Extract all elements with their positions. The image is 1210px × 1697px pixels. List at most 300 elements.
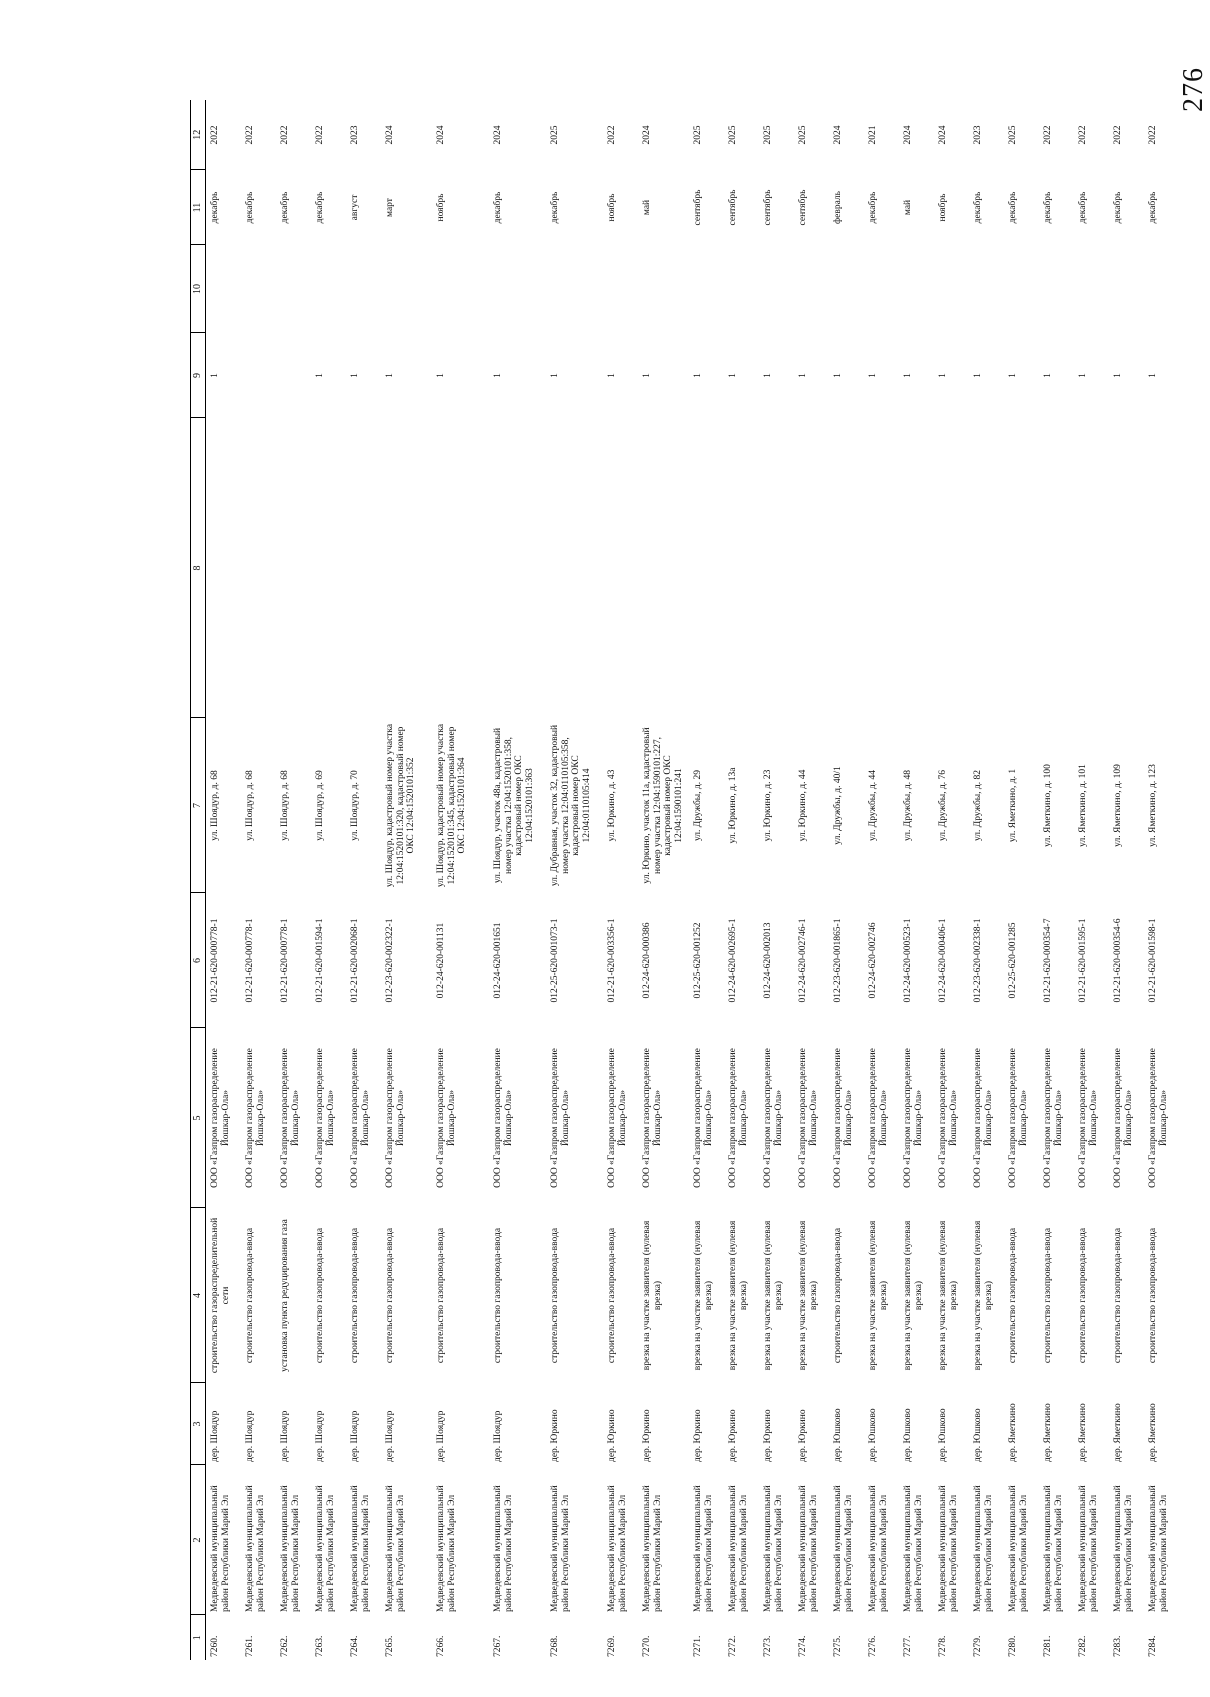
col8-cell — [969, 418, 1004, 718]
quantity-cell: 1 — [903, 373, 913, 378]
col-header-9: 9 — [191, 333, 206, 418]
col8-cell — [638, 418, 689, 718]
row-number: 7276. — [868, 1635, 878, 1657]
quantity-cell: 1 — [315, 373, 325, 378]
table-row — [489, 100, 546, 1660]
col8-cell — [276, 418, 311, 718]
year-cell: 2023 — [350, 125, 360, 145]
organization-cell: ООО «Газпром газораспределение Йошкар-Ола» — [315, 1048, 336, 1188]
col-header-3: 3 — [191, 1383, 206, 1465]
table-row — [794, 100, 829, 1660]
address-cell: ул. Шоядур, кадастровый номер участка 12:04:1520101:320, кадастровый номер ОКС 12:04:1520101:352 — [385, 723, 417, 888]
col8-cell — [1039, 418, 1074, 718]
organization-cell: ООО «Газпром газораспределение Йошкар-Ола» — [607, 1048, 628, 1188]
month-cell: декабрь — [1008, 191, 1018, 224]
registration-code-cell: 012-24-620-001131 — [436, 922, 446, 999]
district-cell: Медведевский муниципальный район Республики Марий Эл — [550, 1485, 571, 1612]
month-cell: ноябрь — [607, 193, 617, 222]
month-cell: ноябрь — [938, 193, 948, 222]
table-row — [206, 100, 242, 1660]
col-header-6: 6 — [191, 893, 206, 1028]
col10-cell — [759, 245, 794, 333]
table-row — [546, 100, 603, 1660]
col10-cell — [1144, 245, 1179, 333]
table-row — [1144, 100, 1179, 1660]
month-cell: март — [385, 198, 395, 217]
address-cell: ул. Шоядур, д. 68 — [280, 770, 290, 841]
col-header-10: 10 — [191, 245, 206, 333]
quantity-cell: 1 — [1078, 373, 1088, 378]
year-cell: 2022 — [315, 125, 325, 145]
row-number: 7273. — [763, 1635, 773, 1657]
row-number: 7284. — [1148, 1635, 1158, 1657]
year-cell: 2025 — [728, 125, 738, 145]
col10-cell — [1109, 245, 1144, 333]
month-cell: декабрь — [245, 191, 255, 224]
col-header-1: 1 — [191, 1615, 206, 1660]
col10-cell — [969, 245, 1004, 333]
address-cell: ул. Яметкино, д. 101 — [1078, 764, 1088, 847]
address-cell: ул. Шоядур, участок 48а, кадастровый номер участка 12:04:1520101:358, кадастровый номер ОКС 12:04:1520101:363 — [493, 727, 535, 884]
col8-cell — [346, 418, 381, 718]
row-number: 7269. — [607, 1635, 617, 1657]
address-cell: ул. Дружбы, д. 44 — [868, 769, 878, 842]
address-cell: ул. Шоядур, д. 68 — [210, 770, 220, 841]
month-cell: декабрь — [315, 191, 325, 224]
row-number: 7274. — [798, 1635, 808, 1657]
address-cell: ул. Юркино, участок 11а, кадастровый номер участка 12:04:1590101:227, кадастровый номер ОКС 12:04:1590101:241 — [642, 727, 684, 884]
settlement-cell: дер. Юркино — [607, 1409, 617, 1462]
month-cell: сентябрь — [728, 189, 738, 226]
quantity-cell — [241, 333, 276, 418]
work-type-cell: строительство газопровода-ввода — [1008, 1227, 1018, 1364]
settlement-cell: дер. Шоядур — [436, 1410, 446, 1462]
year-cell: 2024 — [436, 125, 446, 145]
col8-cell — [206, 418, 242, 718]
registration-code-cell: 012-21-620-000778-1 — [245, 918, 255, 1003]
col8-cell — [603, 418, 638, 718]
work-type-cell: врезка на участке заявителя (нулевая врезка) — [798, 1220, 819, 1371]
month-cell: сентябрь — [693, 189, 703, 226]
work-type-cell: строительство газопровода-ввода — [1078, 1227, 1088, 1364]
col-header-11: 11 — [191, 170, 206, 245]
district-cell: Медведевский муниципальный район Республики Марий Эл — [903, 1485, 924, 1612]
table-row — [724, 100, 759, 1660]
col10-cell — [603, 245, 638, 333]
quantity-cell: 1 — [607, 373, 617, 378]
col10-cell — [724, 245, 759, 333]
col10-cell — [432, 245, 489, 333]
year-cell: 2022 — [280, 125, 290, 145]
col-header-8: 8 — [191, 418, 206, 718]
year-cell: 2022 — [607, 125, 617, 145]
address-cell: ул. Дубравная, участок 32, кадастровый номер участка 12:04:0110105:358, кадастровый номер ОКС 12:04:0110105:414 — [550, 724, 592, 887]
district-cell: Медведевский муниципальный район Республики Марий Эл — [1148, 1485, 1169, 1612]
quantity-cell: 1 — [868, 373, 878, 378]
settlement-cell: дер. Юшково — [973, 1408, 983, 1462]
quantity-cell: 1 — [493, 373, 503, 378]
settlement-cell: дер. Шоядур — [493, 1410, 503, 1462]
settlement-cell: дер. Шоядур — [385, 1410, 395, 1462]
quantity-cell: 1 — [1148, 373, 1158, 378]
quantity-cell: 1 — [1008, 373, 1018, 378]
settlement-cell: дер. Юшково — [833, 1408, 843, 1462]
row-number: 7282. — [1078, 1635, 1088, 1657]
month-cell: август — [350, 194, 360, 221]
organization-cell: ООО «Газпром газораспределение Йошкар-Ола» — [280, 1048, 301, 1188]
settlement-cell: дер. Юркино — [763, 1409, 773, 1462]
row-number: 7279. — [973, 1635, 983, 1657]
work-type-cell: строительство газопровода-ввода — [550, 1227, 560, 1364]
district-cell: Медведевский муниципальный район Республики Марий Эл — [973, 1485, 994, 1612]
quantity-cell: 1 — [385, 373, 395, 378]
work-type-cell: строительство газопровода-ввода — [493, 1227, 503, 1364]
address-cell: ул. Дружбы, д. 29 — [693, 769, 703, 842]
month-cell: май — [642, 199, 652, 216]
registration-code-cell: 012-23-620-002338-1 — [973, 918, 983, 1003]
registration-code-cell: 012-21-620-001595-1 — [1078, 918, 1088, 1003]
col10-cell — [934, 245, 969, 333]
registration-code-cell: 012-24-620-000386 — [642, 922, 652, 999]
col8-cell — [724, 418, 759, 718]
registration-code-cell: 012-24-620-002695-1 — [728, 918, 738, 1003]
col8-cell — [864, 418, 899, 718]
col10-cell — [829, 245, 864, 333]
work-type-cell: строительство газопровода-ввода — [350, 1227, 360, 1364]
registry-table — [190, 100, 1179, 1660]
col10-cell — [689, 245, 724, 333]
month-cell: декабрь — [1148, 191, 1158, 224]
table-row — [381, 100, 432, 1660]
district-cell: Медведевский муниципальный район Республики Марий Эл — [693, 1485, 714, 1612]
registration-code-cell: 012-21-620-000778-1 — [210, 918, 220, 1003]
organization-cell: ООО «Газпром газораспределение Йошкар-Ола» — [1113, 1048, 1134, 1188]
year-cell: 2024 — [903, 125, 913, 145]
row-number: 7267. — [493, 1635, 503, 1657]
registration-code-cell: 012-24-620-000523-1 — [903, 918, 913, 1003]
organization-cell: ООО «Газпром газораспределение Йошкар-Ола» — [1043, 1048, 1064, 1188]
col8-cell — [546, 418, 603, 718]
work-type-cell: врезка на участке заявителя (нулевая врезка) — [973, 1220, 994, 1371]
col10-cell — [311, 245, 346, 333]
month-cell: декабрь — [973, 191, 983, 224]
col-header-5: 5 — [191, 1028, 206, 1208]
row-number: 7275. — [833, 1635, 843, 1657]
quantity-cell: 1 — [693, 373, 703, 378]
year-cell: 2024 — [385, 125, 395, 145]
month-cell: декабрь — [280, 191, 290, 224]
month-cell: декабрь — [1078, 191, 1088, 224]
district-cell: Медведевский муниципальный район Республики Марий Эл — [642, 1485, 663, 1612]
district-cell: Медведевский муниципальный район Республики Марий Эл — [833, 1485, 854, 1612]
organization-cell: ООО «Газпром газораспределение Йошкар-Ола» — [798, 1048, 819, 1188]
quantity-cell: 1 — [210, 373, 220, 378]
registration-code-cell: 012-25-620-001073-1 — [550, 918, 560, 1003]
table-row — [1004, 100, 1039, 1660]
address-cell: ул. Шоядур, кадастровый номер участка 12:04:1520101:345, кадастровый номер ОКС 12:04:1520101:364 — [436, 723, 468, 888]
registration-code-cell: 012-21-620-001594-1 — [315, 918, 325, 1003]
col8-cell — [794, 418, 829, 718]
organization-cell: ООО «Газпром газораспределение Йошкар-Ола» — [973, 1048, 994, 1188]
work-type-cell: строительство газопровода-ввода — [1148, 1227, 1158, 1364]
col8-cell — [689, 418, 724, 718]
col10-cell — [864, 245, 899, 333]
col8-cell — [1109, 418, 1144, 718]
registration-code-cell: 012-23-620-001865-1 — [833, 918, 843, 1003]
month-cell: декабрь — [868, 191, 878, 224]
month-cell: декабрь — [210, 191, 220, 224]
address-cell: ул. Яметкино, д. 1 — [1008, 768, 1018, 843]
col8-cell — [934, 418, 969, 718]
year-cell: 2025 — [1008, 125, 1018, 145]
settlement-cell: дер. Шоядур — [315, 1410, 325, 1462]
col8-cell — [759, 418, 794, 718]
work-type-cell: врезка на участке заявителя (нулевая врезка) — [693, 1220, 714, 1371]
organization-cell: ООО «Газпром газораспределение Йошкар-Ола» — [868, 1048, 889, 1188]
quantity-cell: 1 — [833, 373, 843, 378]
work-type-cell: врезка на участке заявителя (нулевая врезка) — [868, 1220, 889, 1371]
registration-code-cell: 012-25-620-001252 — [693, 922, 703, 999]
address-cell: ул. Шоядур, д. 70 — [350, 770, 360, 841]
settlement-cell: дер. Шоядур — [350, 1410, 360, 1462]
row-number: 7270. — [642, 1635, 652, 1657]
district-cell: Медведевский муниципальный район Республики Марий Эл — [280, 1485, 301, 1612]
quantity-cell — [276, 333, 311, 418]
col-header-2: 2 — [191, 1465, 206, 1615]
col10-cell — [638, 245, 689, 333]
col8-cell — [1004, 418, 1039, 718]
col8-cell — [381, 418, 432, 718]
col8-cell — [489, 418, 546, 718]
year-cell: 2025 — [693, 125, 703, 145]
month-cell: декабрь — [1043, 191, 1053, 224]
row-number: 7281. — [1043, 1635, 1053, 1657]
settlement-cell: дер. Юшково — [903, 1408, 913, 1462]
registration-code-cell: 012-24-620-002746-1 — [798, 918, 808, 1003]
work-type-cell: врезка на участке заявителя (нулевая врезка) — [903, 1220, 924, 1371]
registration-code-cell: 012-24-620-000406-1 — [938, 918, 948, 1003]
quantity-cell: 1 — [938, 373, 948, 378]
district-cell: Медведевский муниципальный район Республики Марий Эл — [1113, 1485, 1134, 1612]
year-cell: 2024 — [938, 125, 948, 145]
year-cell: 2024 — [642, 125, 652, 145]
rotated-table-container — [190, 100, 1169, 1660]
organization-cell: ООО «Газпром газораспределение Йошкар-Ола» — [728, 1048, 749, 1188]
year-cell: 2022 — [1078, 125, 1088, 145]
district-cell: Медведевский муниципальный район Республики Марий Эл — [607, 1485, 628, 1612]
quantity-cell: 1 — [350, 373, 360, 378]
registration-code-cell: 012-25-620-001285 — [1008, 922, 1018, 999]
address-cell: ул. Яметкино, д. 123 — [1148, 764, 1158, 847]
row-number: 7265. — [385, 1635, 395, 1657]
col8-cell — [829, 418, 864, 718]
address-cell: ул. Юркино, д. 43 — [607, 769, 617, 842]
table-row — [969, 100, 1004, 1660]
month-cell: сентябрь — [798, 189, 808, 226]
table-row — [1074, 100, 1109, 1660]
table-row — [603, 100, 638, 1660]
col8-cell — [241, 418, 276, 718]
settlement-cell: дер. Шоядур — [210, 1410, 220, 1462]
quantity-cell: 1 — [798, 373, 808, 378]
district-cell: Медведевский муниципальный район Республики Марий Эл — [1078, 1485, 1099, 1612]
organization-cell: ООО «Газпром газораспределение Йошкар-Ола» — [1078, 1048, 1099, 1188]
work-type-cell: строительство газопровода-ввода — [833, 1227, 843, 1364]
year-cell: 2022 — [1113, 125, 1123, 145]
row-number: 7278. — [938, 1635, 948, 1657]
organization-cell: ООО «Газпром газораспределение Йошкар-Ола» — [938, 1048, 959, 1188]
table-row — [241, 100, 276, 1660]
table-row — [1109, 100, 1144, 1660]
settlement-cell: дер. Яметкино — [1043, 1403, 1053, 1462]
year-cell: 2025 — [763, 125, 773, 145]
col8-cell — [311, 418, 346, 718]
registration-code-cell: 012-24-620-002013 — [763, 922, 773, 999]
col10-cell — [206, 245, 242, 333]
row-number: 7260. — [210, 1635, 220, 1657]
row-number: 7263. — [315, 1635, 325, 1657]
organization-cell: ООО «Газпром газораспределение Йошкар-Ола» — [350, 1048, 371, 1188]
year-cell: 2022 — [210, 125, 220, 145]
quantity-cell: 1 — [436, 373, 446, 378]
year-cell: 2024 — [833, 125, 843, 145]
col10-cell — [794, 245, 829, 333]
col10-cell — [276, 245, 311, 333]
year-cell: 2024 — [493, 125, 503, 145]
registration-code-cell: 012-21-620-001598-1 — [1148, 918, 1158, 1003]
quantity-cell: 1 — [973, 373, 983, 378]
col10-cell — [241, 245, 276, 333]
col10-cell — [899, 245, 934, 333]
row-number: 7264. — [350, 1635, 360, 1657]
settlement-cell: дер. Шоядур — [245, 1410, 255, 1462]
table-row — [432, 100, 489, 1660]
district-cell: Медведевский муниципальный район Республики Марий Эл — [868, 1485, 889, 1612]
row-number: 7272. — [728, 1635, 738, 1657]
district-cell: Медведевский муниципальный район Республики Марий Эл — [210, 1485, 231, 1612]
district-cell: Медведевский муниципальный район Республики Марий Эл — [350, 1485, 371, 1612]
address-cell: ул. Юркино, д. 13а — [728, 767, 738, 844]
col8-cell — [1074, 418, 1109, 718]
year-cell: 2021 — [868, 125, 878, 145]
settlement-cell: дер. Шоядур — [280, 1410, 290, 1462]
row-number: 7283. — [1113, 1635, 1123, 1657]
month-cell: декабрь — [493, 191, 503, 224]
year-cell: 2022 — [1148, 125, 1158, 145]
organization-cell: ООО «Газпром газораспределение Йошкар-Ола» — [1148, 1048, 1169, 1188]
address-cell: ул. Дружбы, д. 40/1 — [833, 766, 843, 845]
row-number: 7268. — [550, 1635, 560, 1657]
month-cell: ноябрь — [436, 193, 446, 222]
settlement-cell: дер. Юшково — [868, 1408, 878, 1462]
year-cell: 2025 — [798, 125, 808, 145]
address-cell: ул. Шоядур, д. 68 — [245, 770, 255, 841]
table-row — [934, 100, 969, 1660]
organization-cell: ООО «Газпром газораспределение Йошкар-Ола» — [436, 1048, 457, 1188]
page-number: 276 — [1178, 67, 1209, 112]
organization-cell: ООО «Газпром газораспределение Йошкар-Ола» — [1008, 1048, 1029, 1188]
work-type-cell: строительство газораспределительной сети — [210, 1217, 231, 1374]
row-number: 7277. — [903, 1635, 913, 1657]
year-cell: 2022 — [1043, 125, 1053, 145]
month-cell: сентябрь — [763, 189, 773, 226]
month-cell: декабрь — [1113, 191, 1123, 224]
settlement-cell: дер. Юркино — [642, 1409, 652, 1462]
quantity-cell: 1 — [1043, 373, 1053, 378]
month-cell: декабрь — [550, 191, 560, 224]
col8-cell — [899, 418, 934, 718]
year-cell: 2022 — [245, 125, 255, 145]
address-cell: ул. Дружбы, д. 48 — [903, 769, 913, 842]
registration-code-cell: 012-23-620-002322-1 — [385, 918, 395, 1003]
address-cell: ул. Дружбы, д. 82 — [973, 769, 983, 842]
work-type-cell: строительство газопровода-ввода — [1043, 1227, 1053, 1364]
organization-cell: ООО «Газпром газораспределение Йошкар-Ола» — [385, 1048, 406, 1188]
col10-cell — [489, 245, 546, 333]
district-cell: Медведевский муниципальный район Республики Марий Эл — [1008, 1485, 1029, 1612]
organization-cell: ООО «Газпром газораспределение Йошкар-Ола» — [245, 1048, 266, 1188]
work-type-cell: строительство газопровода-ввода — [315, 1227, 325, 1364]
table-row — [899, 100, 934, 1660]
district-cell: Медведевский муниципальный район Республики Марий Эл — [315, 1485, 336, 1612]
organization-cell: ООО «Газпром газораспределение Йошкар-Ола» — [210, 1048, 231, 1188]
organization-cell: ООО «Газпром газораспределение Йошкар-Ола» — [693, 1048, 714, 1188]
settlement-cell: дер. Юшково — [938, 1408, 948, 1462]
settlement-cell: дер. Юркино — [728, 1409, 738, 1462]
col10-cell — [346, 245, 381, 333]
district-cell: Медведевский муниципальный район Республики Марий Эл — [798, 1485, 819, 1612]
col8-cell — [432, 418, 489, 718]
work-type-cell: строительство газопровода-ввода — [1113, 1227, 1123, 1364]
work-type-cell: врезка на участке заявителя (нулевая врезка) — [728, 1220, 749, 1371]
col10-cell — [1074, 245, 1109, 333]
work-type-cell: строительство газопровода-ввода — [245, 1227, 255, 1364]
organization-cell: ООО «Газпром газораспределение Йошкар-Ола» — [493, 1048, 514, 1188]
row-number: 7280. — [1008, 1635, 1018, 1657]
column-number-row — [191, 100, 206, 1660]
row-number: 7271. — [693, 1635, 703, 1657]
settlement-cell: дер. Юркино — [798, 1409, 808, 1462]
address-cell: ул. Яметкино, д. 100 — [1043, 764, 1053, 847]
registration-code-cell: 012-21-620-000354-7 — [1043, 918, 1053, 1003]
work-type-cell: врезка на участке заявителя (нулевая врезка) — [642, 1220, 663, 1371]
year-cell: 2025 — [550, 125, 560, 145]
month-cell: май — [903, 199, 913, 216]
quantity-cell: 1 — [728, 373, 738, 378]
settlement-cell: дер. Яметкино — [1008, 1403, 1018, 1462]
work-type-cell: установка пункта редуцирования газа — [280, 1219, 290, 1372]
row-number: 7261. — [245, 1635, 255, 1657]
district-cell: Медведевский муниципальный район Республики Марий Эл — [385, 1485, 406, 1612]
district-cell: Медведевский муниципальный район Республики Марий Эл — [493, 1485, 514, 1612]
quantity-cell: 1 — [550, 373, 560, 378]
work-type-cell: строительство газопровода-ввода — [607, 1227, 617, 1364]
address-cell: ул. Дружбы, д. 76 — [938, 769, 948, 842]
table-row — [689, 100, 724, 1660]
table-row — [311, 100, 346, 1660]
district-cell: Медведевский муниципальный район Республики Марий Эл — [763, 1485, 784, 1612]
registration-code-cell: 012-21-620-000354-6 — [1113, 918, 1123, 1003]
quantity-cell: 1 — [763, 373, 773, 378]
district-cell: Медведевский муниципальный район Республики Марий Эл — [728, 1485, 749, 1612]
registration-code-cell: 012-21-620-003356-1 — [607, 918, 617, 1003]
row-number: 7266. — [436, 1635, 446, 1657]
quantity-cell: 1 — [1113, 373, 1123, 378]
registration-code-cell: 012-24-620-001651 — [493, 922, 503, 999]
work-type-cell: врезка на участке заявителя (нулевая врезка) — [938, 1220, 959, 1371]
table-row — [1039, 100, 1074, 1660]
district-cell: Медведевский муниципальный район Республики Марий Эл — [1043, 1485, 1064, 1612]
